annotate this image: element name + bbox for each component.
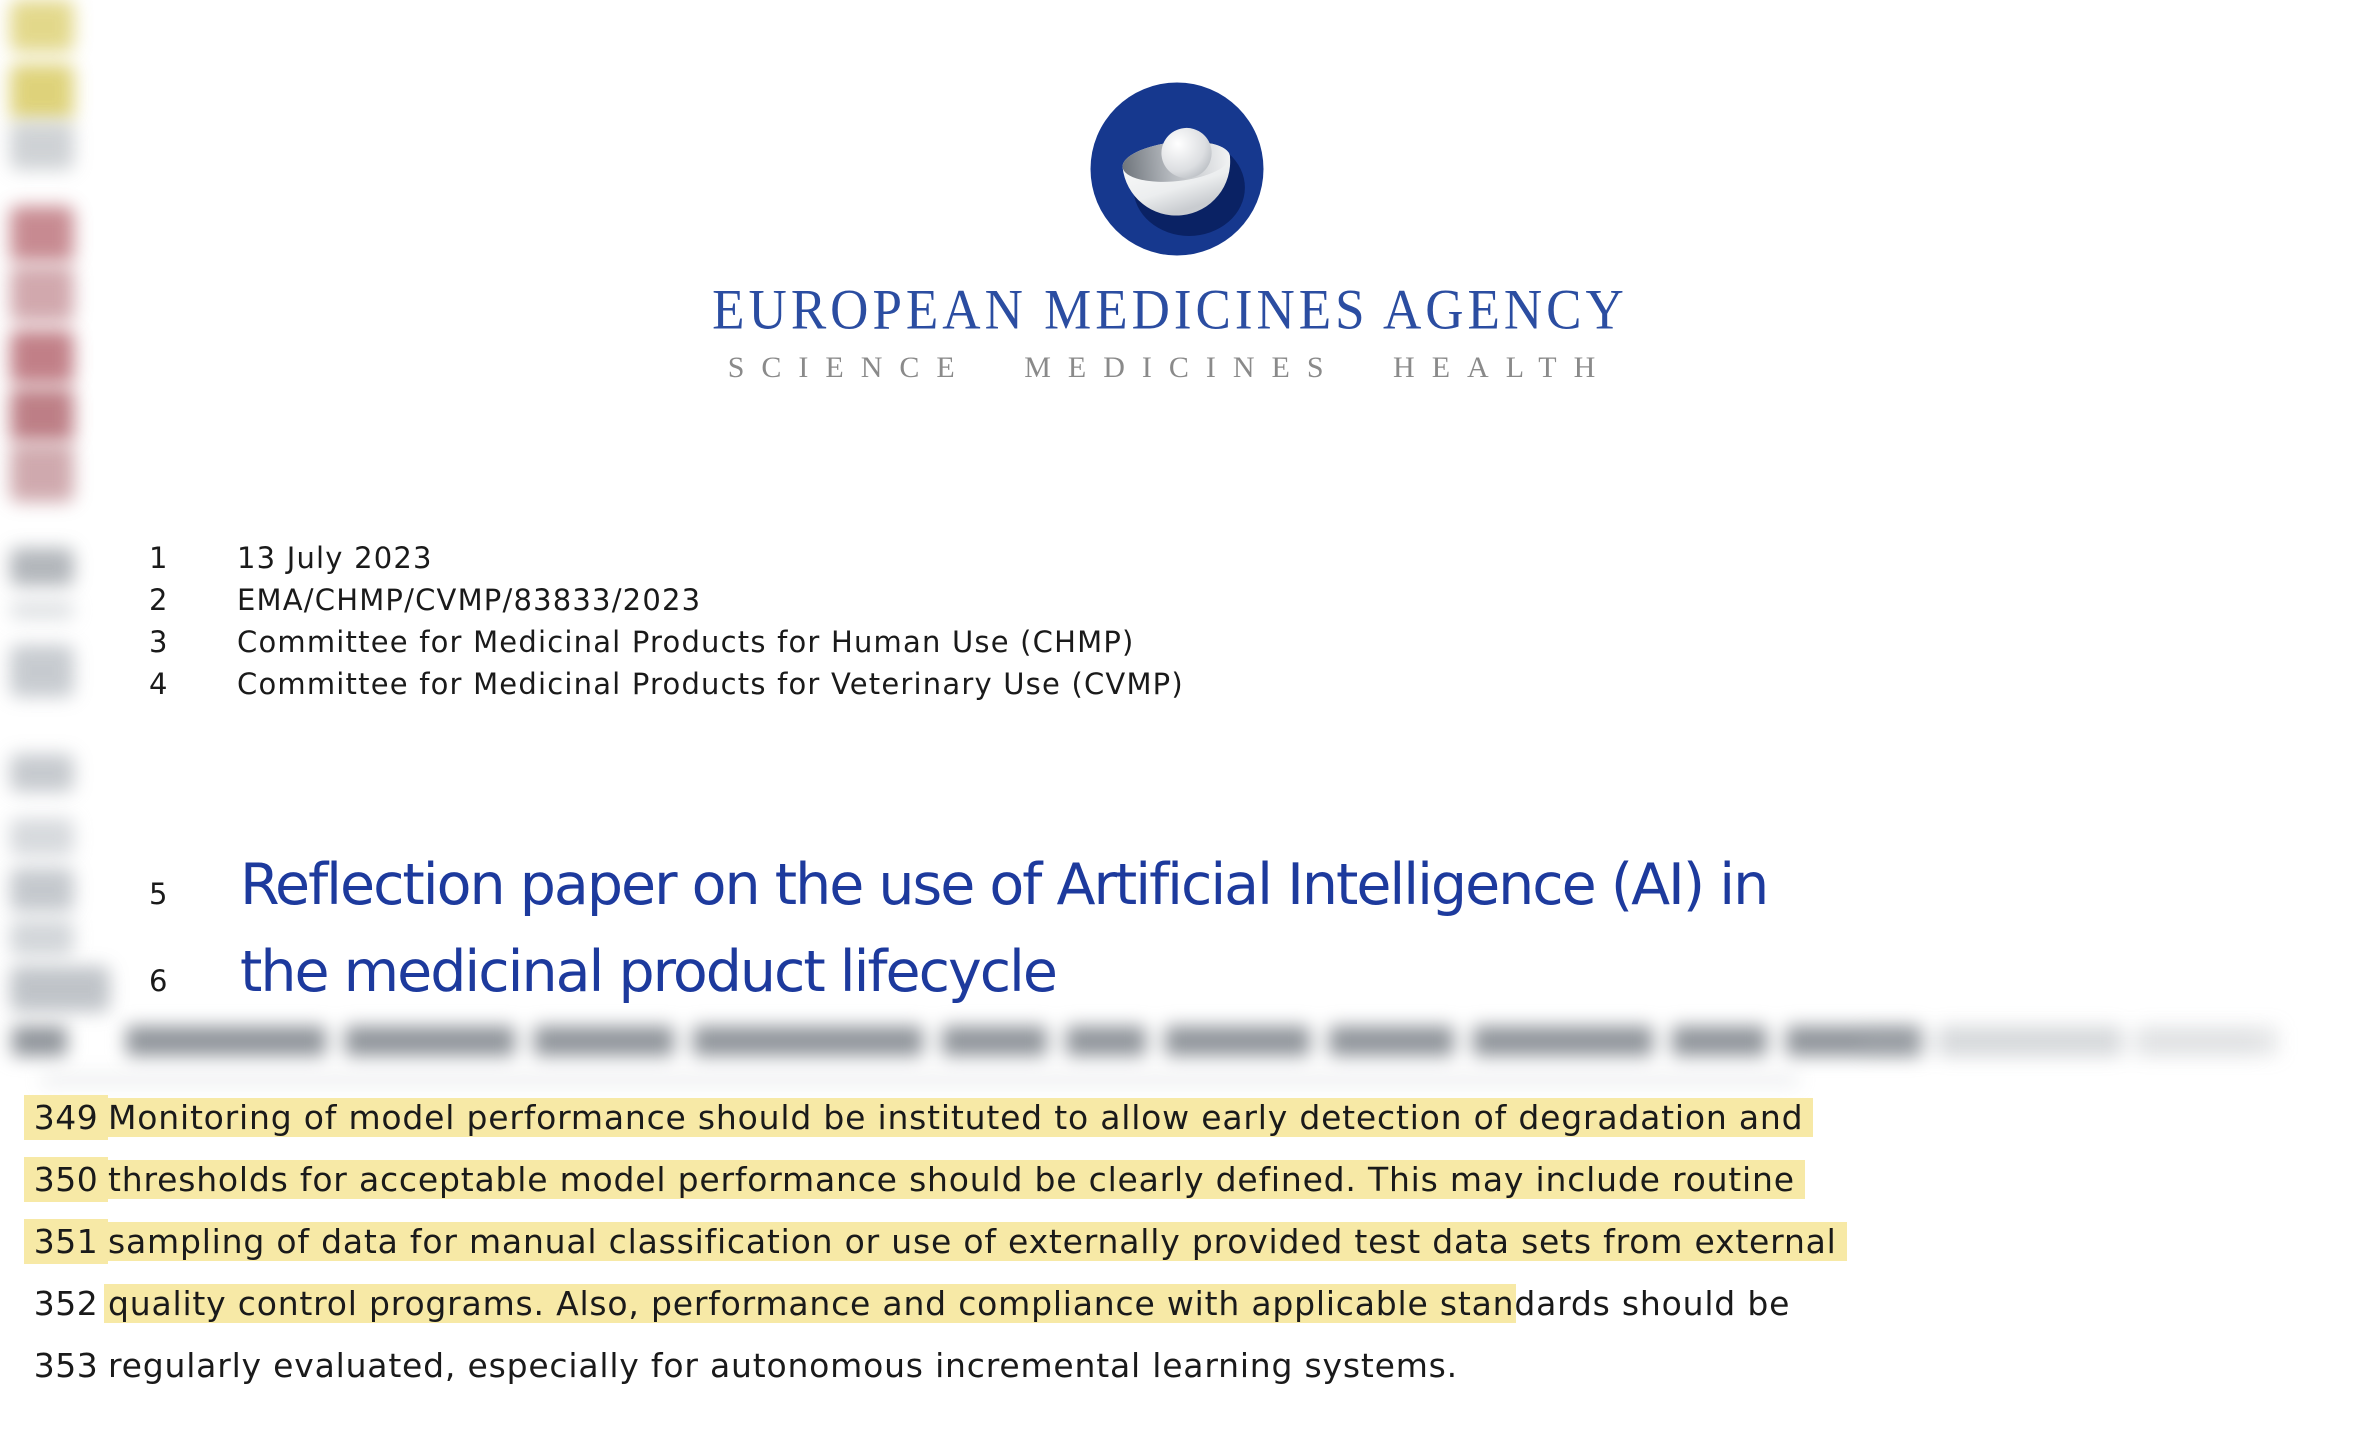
page-title: Reflection paper on the use of Artificial Intelligence (AI) in [240, 852, 1768, 918]
blurred-text-blob [693, 1026, 923, 1056]
line-text [108, 1343, 1458, 1388]
blurred-text-blob [1672, 1026, 1767, 1056]
annotation-mark [10, 206, 74, 262]
blurred-text-blob [1165, 1026, 1310, 1056]
document-reference: EMA/CHMP/CVMP/83833/2023 [237, 583, 702, 617]
line-number: 1 [149, 541, 168, 575]
annotation-mark [10, 64, 74, 120]
agency-wordmark: EUROPEAN MEDICINES AGENCY [712, 278, 1628, 342]
body-paragraph [24, 1095, 1837, 1405]
body-line [24, 1281, 1837, 1326]
ema-logo [1084, 76, 1270, 262]
body-line [24, 1219, 1837, 1264]
line-number: 352 [33, 1284, 99, 1323]
annotation-mark [10, 444, 74, 502]
annotation-mark [10, 548, 74, 586]
document-date: 13 July 2023 [237, 541, 433, 575]
document-meta-block [149, 537, 1184, 705]
document-title-block [149, 846, 1767, 1020]
annotation-mark [10, 868, 74, 912]
title-line [149, 846, 1767, 933]
committee-cvmp: Committee for Medicinal Products for Veterinary Use (CVMP) [237, 667, 1184, 701]
line-text [108, 1157, 1795, 1202]
highlighted-text: thresholds for acceptable model performance should be clearly defined. This may include routine [104, 1160, 1805, 1199]
meta-line [149, 663, 1184, 705]
annotation-mark [10, 818, 74, 856]
line-number: 5 [149, 877, 168, 911]
line-text [108, 1219, 1837, 1264]
highlighted-text: sampling of data for manual classification or use of externally provided test data sets from external [104, 1222, 1847, 1261]
annotation-mark [10, 754, 74, 792]
line-text [108, 1095, 1803, 1140]
line-number: 353 [33, 1346, 99, 1385]
body-line [24, 1095, 1837, 1140]
blurred-text-blob [942, 1026, 1047, 1056]
mortar-and-pestle-icon [1084, 76, 1270, 262]
blurred-text-blob [126, 1026, 326, 1056]
blurred-text-blob [1329, 1026, 1454, 1056]
blurred-text-blob [1066, 1026, 1146, 1056]
line-number: 349 [24, 1095, 108, 1140]
annotation-mark [10, 645, 74, 697]
annotation-mark [10, 388, 74, 442]
left-margin-annotation-marks [0, 0, 130, 1100]
line-number: 2 [149, 583, 168, 617]
blurred-text-blob [345, 1026, 515, 1056]
meta-line [149, 579, 1184, 621]
plain-text: regularly evaluated, especially for autonomous incremental learning systems. [108, 1346, 1458, 1385]
blurred-text-blob [1473, 1026, 1653, 1056]
blurred-text-blob [12, 1026, 67, 1056]
line-number: 350 [24, 1157, 108, 1202]
blurred-text-echo [40, 1074, 1800, 1086]
meta-line [149, 537, 1184, 579]
agency-tagline: SCIENCE MEDICINES HEALTH [727, 351, 1613, 384]
line-text [108, 1281, 1790, 1326]
committee-chmp: Committee for Medicinal Products for Human Use (CHMP) [237, 625, 1135, 659]
title-line [149, 933, 1767, 1020]
annotation-mark [10, 966, 110, 1012]
highlighted-text: Monitoring of model performance should be instituted to allow early detection of degradation and [104, 1098, 1813, 1137]
annotation-mark [10, 122, 74, 170]
annotation-mark [10, 920, 74, 956]
annotation-mark [10, 600, 74, 620]
line-number: 351 [24, 1219, 108, 1264]
highlighted-text: quality control programs. Also, performance and compliance with applicable stan [104, 1284, 1516, 1323]
line-number: 4 [149, 667, 168, 701]
page-title: the medicinal product lifecycle [240, 939, 1056, 1005]
meta-line [149, 621, 1184, 663]
blurred-text-blob [534, 1026, 674, 1056]
annotation-mark [10, 0, 74, 52]
body-line [24, 1343, 1837, 1388]
body-line [24, 1157, 1837, 1202]
blurred-text-tail [1860, 1030, 2260, 1054]
line-number: 6 [149, 964, 168, 998]
plain-text: dards should be [1514, 1284, 1791, 1323]
line-number: 3 [149, 625, 168, 659]
